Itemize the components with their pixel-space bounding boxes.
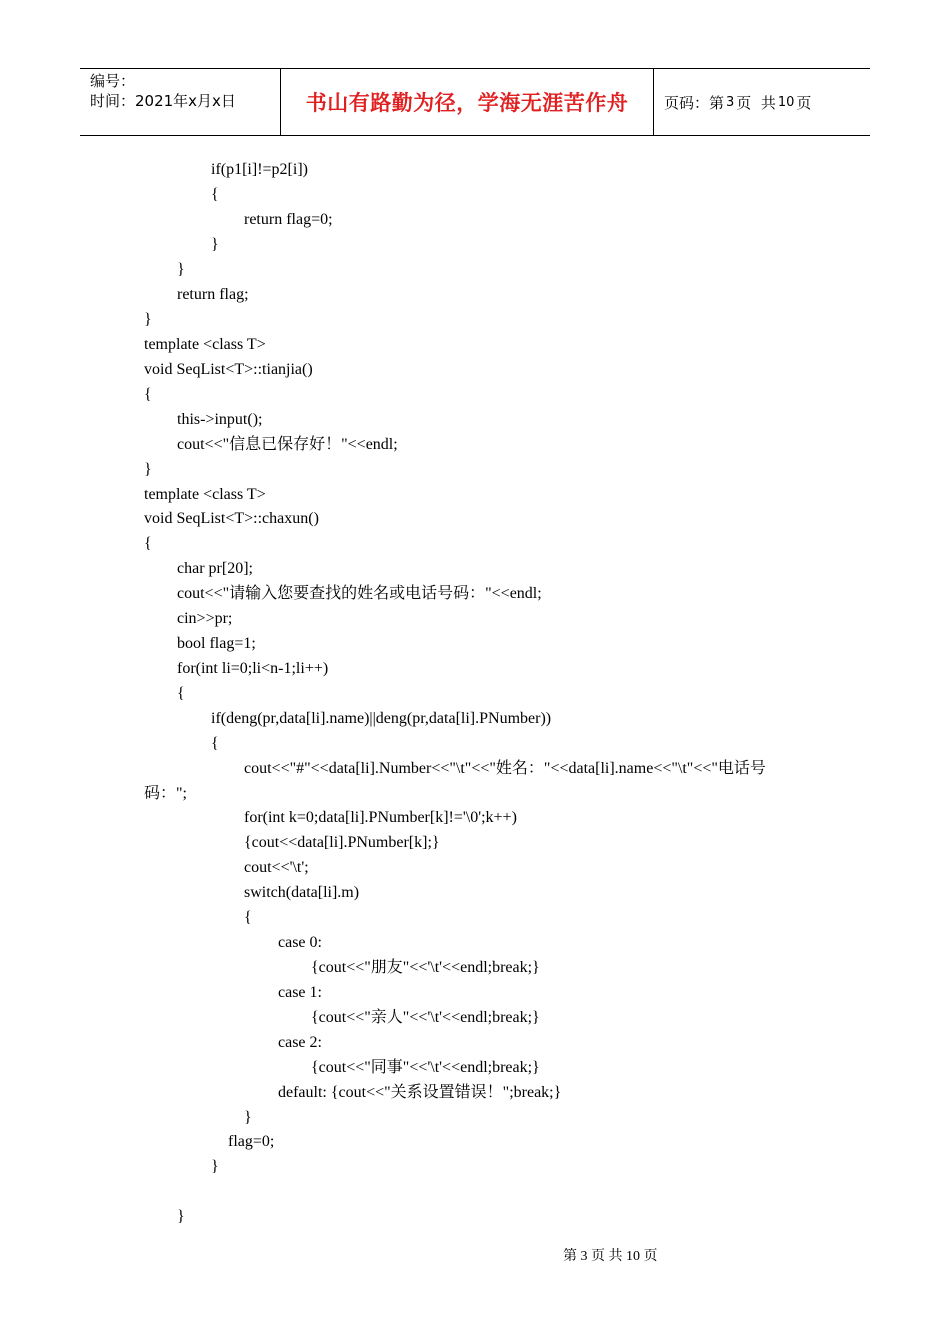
code-line: }: [177, 1208, 185, 1225]
code-line: for(int k=0;data[li].PNumber[k]!='\0';k++): [244, 809, 517, 826]
page-current: 3: [726, 94, 735, 110]
code-line: cout<<"#"<<data[li].Number<<"\t"<<"姓名："<<data[li].name<<"\t"<<"电话号: [244, 760, 766, 777]
code-line: {: [211, 735, 219, 752]
code-line: {: [244, 909, 252, 926]
code-line: this->input();: [177, 411, 263, 428]
code-line: {cout<<"朋友"<<'\t'<<endl;break;}: [311, 959, 540, 976]
code-line: 码：";: [144, 785, 187, 802]
code-line: case 0:: [278, 934, 322, 951]
code-line: {cout<<"亲人"<<'\t'<<endl;break;}: [311, 1009, 540, 1026]
code-line: {cout<<"同事"<<'\t'<<endl;break;}: [311, 1059, 540, 1076]
header-meta: [80, 69, 281, 135]
code-line: }: [211, 1158, 219, 1175]
code-line: cout<<'\t';: [244, 859, 309, 876]
code-line: template <class T>: [144, 486, 266, 503]
code-line: if(deng(pr,data[li].name)||deng(pr,data[li].PNumber)): [211, 710, 552, 727]
code-line: }: [144, 311, 152, 328]
page-prefix: 页码：第: [664, 93, 725, 112]
code-line: case 2:: [278, 1034, 322, 1051]
code-line: case 1:: [278, 984, 322, 1001]
code-line: }: [244, 1109, 252, 1126]
header-page-info: [654, 69, 870, 135]
code-line: }: [211, 236, 219, 253]
code-line: default: {cout<<"关系设置错误！";break;}: [278, 1084, 562, 1101]
page-mid: 页 共: [736, 93, 776, 112]
number-label: 编号：: [90, 72, 136, 90]
code-line: {: [144, 386, 152, 403]
code-line: return flag;: [177, 286, 249, 303]
code-line: {: [144, 535, 152, 552]
code-line: {: [211, 186, 219, 203]
code-line: char pr[20];: [177, 560, 253, 577]
code-line: cout<<"信息已保存好！"<<endl;: [177, 436, 398, 453]
code-line: template <class T>: [144, 336, 266, 353]
code-line: switch(data[li].m): [244, 884, 360, 901]
code-line: if(p1[i]!=p2[i]): [211, 161, 308, 178]
time-label: 时间：2021年x月x日: [90, 92, 236, 110]
code-line: for(int li=0;li<n-1;li++): [177, 660, 329, 677]
code-line: bool flag=1;: [177, 635, 256, 652]
page-total: 10: [777, 94, 795, 110]
code-line: flag=0;: [228, 1133, 275, 1150]
footer-page-number: 第 3 页 共 10 页: [563, 1249, 658, 1264]
code-line: {cout<<data[li].PNumber[k];}: [244, 834, 440, 851]
code-line: cin>>pr;: [177, 610, 233, 627]
code-line: void SeqList<T>::tianjia(): [144, 361, 313, 378]
code-line: return flag=0;: [244, 211, 333, 228]
code-line: }: [144, 461, 152, 478]
code-line: void SeqList<T>::chaxun(): [144, 510, 319, 527]
code-line: {: [177, 685, 185, 702]
header-motto: 书山有路勤为径，学海无涯苦作舟: [281, 69, 654, 135]
code-line: cout<<"请输入您要查找的姓名或电话号码："<<endl;: [177, 585, 542, 602]
page-header: [80, 68, 870, 136]
code-line: }: [177, 261, 185, 278]
page-suffix: 页: [796, 93, 812, 112]
